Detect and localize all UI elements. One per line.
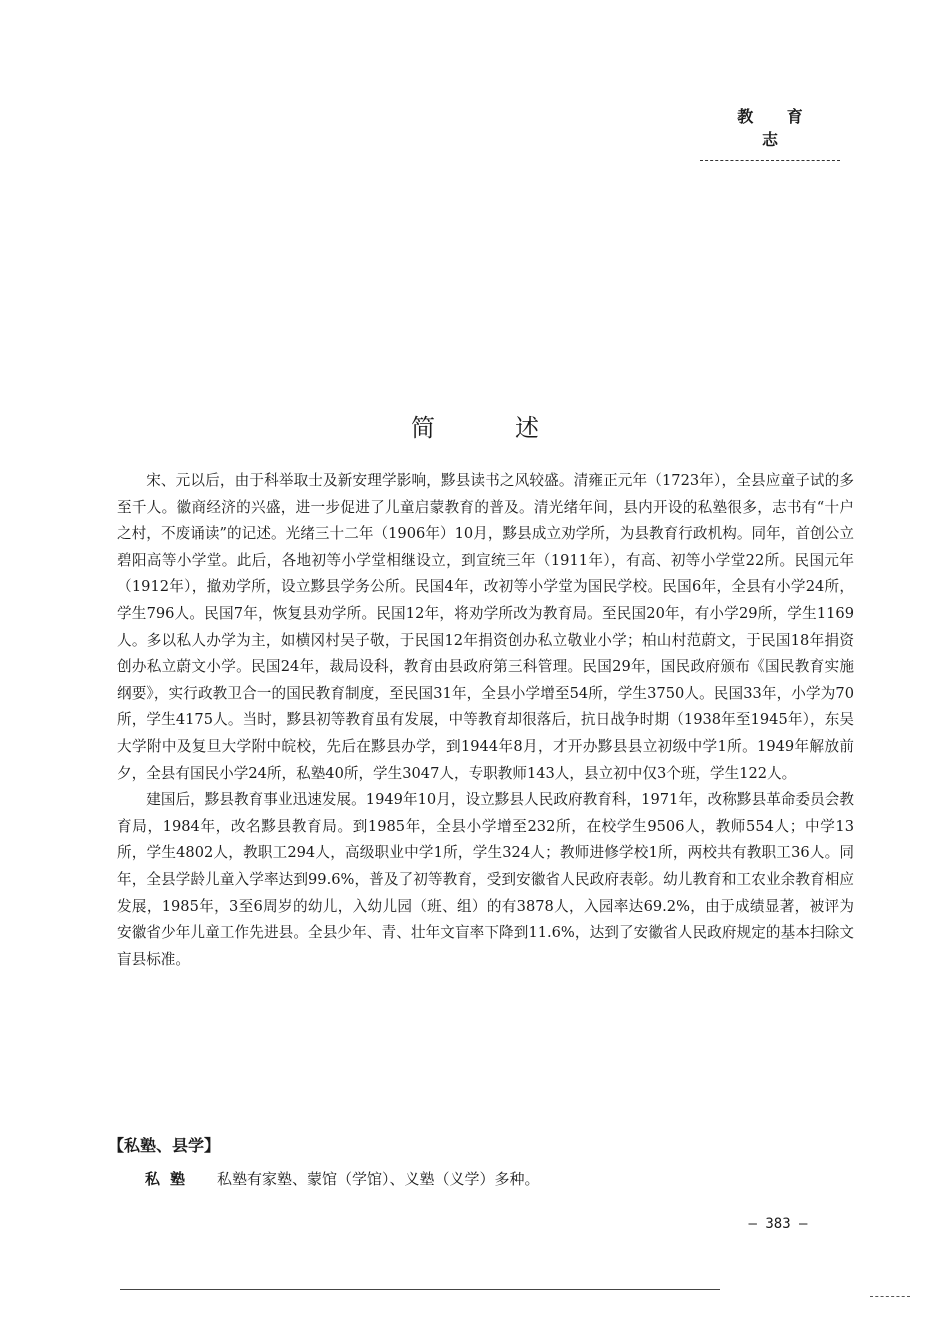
footer-rule — [120, 1289, 720, 1290]
subheading: 【私塾、县学】 — [108, 1136, 221, 1155]
header-rule — [700, 160, 840, 161]
running-header-title: 教 育 志 — [737, 107, 817, 149]
subsection-text: 私塾有家塾、蒙馆（学馆）、义塾（义学）多种。 — [217, 1170, 540, 1188]
subsection-term: 私塾 — [145, 1170, 196, 1188]
paragraph-2: 建国后，黟县教育事业迅速发展。1949年10月，设立黟县人民政府教育科，1971年，改称黟县革命委员会教育局，1984年，改名黟县教育局。到1985年，全县小学增至232所，在校学生9506人，教师554人；中学13所，学生4802人，教职工294人，高级职业中学1所，学生324人；教师进修学校1所，两校共有教职工36人。同年，全县学龄儿童入学率达到99.6%，普及了初等教育，受到安徽省人民政府表彰。幼儿教育和工农业余教育相应发展，1985年，3至6周岁的幼儿，入幼儿园（班、组）的有3878人，入园率达69.2%，由于成绩显著，被评为安徽省少年儿童工作先进县。全县少年、青、壮年文盲率下降到11.6%，达到了安徽省人民政府规定的基本扫除文盲县标准。 — [117, 791, 854, 968]
subsection — [145, 1168, 540, 1189]
section-title: 简述 — [411, 414, 619, 442]
footer-rule-right — [870, 1296, 910, 1297]
body-text — [117, 468, 854, 973]
page-number: — 383 — — [748, 1216, 808, 1232]
paragraph-1: 宋、元以后，由于科举取士及新安理学影响，黟县读书之风较盛。清雍正元年（1723年），全县应童子试的多至千人。徽商经济的兴盛，进一步促进了儿童启蒙教育的普及。清光绪年间，县内开设的私塾很多，志书有“十户之村，不废诵读”的记述。光绪三十二年（1906年）10月，黟县成立劝学所，为县教育行政机构。同年，首创公立碧阳高等小学堂。此后，各地初等小学堂相继设立，到宣统三年（1911年），有高、初等小学堂22所。民国元年（1912年），撤劝学所，设立黟县学务公所。民国4年，改初等小学堂为国民学校。民国6年，全县有小学24所，学生796人。民国7年，恢复县劝学所。民国12年，将劝学所改为教育局。至民国20年，有小学29所，学生1169人。多以私人办学为主，如横冈村吴子敬，于民国12年捐资创办私立敬业小学；柏山村范蔚文，于民国18年捐资创办私立蔚文小学。民国24年，裁局设科，教育由县政府第三科管理。民国29年，国民政府颁布《国民教育实施纲要》，实行政教卫合一的国民教育制度，至民国31年，全县小学增至54所，学生3750人。民国33年，小学为70所，学生4175人。当时，黟县初等教育虽有发展，中等教育却很落后，抗日战争时期（1938年至1945年），东吴大学附中及复旦大学附中皖校，先后在黟县办学，到1944年8月，才开办黟县县立初级中学1所。1949年解放前夕，全县有国民小学24所，私塾40所，学生3047人，专职教师143人，县立初中仅3个班，学生122人。 — [117, 472, 854, 782]
running-header — [700, 104, 840, 161]
